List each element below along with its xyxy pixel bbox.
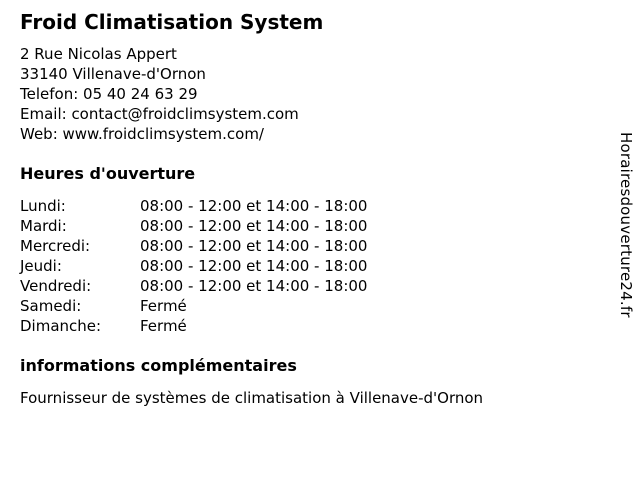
- day-hours: 08:00 - 12:00 et 14:00 - 18:00: [140, 237, 368, 255]
- table-row: [20, 196, 620, 216]
- opening-hours-heading: Heures d'ouverture: [20, 164, 196, 183]
- phone-line: Telefon: 05 40 24 63 29: [20, 85, 198, 103]
- address-street-line: 2 Rue Nicolas Appert: [20, 45, 177, 63]
- opening-hours-table: [20, 196, 620, 336]
- day-hours: Fermé: [140, 317, 187, 335]
- email-line: Email: contact@froidclimsystem.com: [20, 105, 299, 123]
- table-row: [20, 256, 620, 276]
- day-hours: 08:00 - 12:00 et 14:00 - 18:00: [140, 217, 368, 235]
- day-label: Mercredi:: [20, 237, 91, 255]
- additional-info-text: Fournisseur de systèmes de climatisation à Villenave-d'Ornon: [20, 389, 484, 407]
- day-label: Lundi:: [20, 197, 66, 215]
- table-row: [20, 296, 620, 316]
- table-row: [20, 276, 620, 296]
- day-label: Mardi:: [20, 217, 67, 235]
- day-hours: 08:00 - 12:00 et 14:00 - 18:00: [140, 277, 368, 295]
- vertical-site-branding: Horairesdouverture24.fr: [617, 132, 635, 318]
- day-label: Dimanche:: [20, 317, 102, 335]
- business-name: Froid Climatisation System: [20, 10, 324, 34]
- table-row: [20, 316, 620, 336]
- address-city-line: 33140 Villenave-d'Ornon: [20, 65, 206, 83]
- day-label: Vendredi:: [20, 277, 92, 295]
- contact-block: [20, 44, 620, 144]
- day-label: Samedi:: [20, 297, 82, 315]
- day-hours: 08:00 - 12:00 et 14:00 - 18:00: [140, 197, 368, 215]
- day-hours: Fermé: [140, 297, 187, 315]
- day-hours: 08:00 - 12:00 et 14:00 - 18:00: [140, 257, 368, 275]
- day-label: Jeudi:: [20, 257, 62, 275]
- website-line: Web: www.froidclimsystem.com/: [20, 125, 264, 143]
- additional-info-heading: informations complémentaires: [20, 356, 297, 375]
- table-row: [20, 216, 620, 236]
- table-row: [20, 236, 620, 256]
